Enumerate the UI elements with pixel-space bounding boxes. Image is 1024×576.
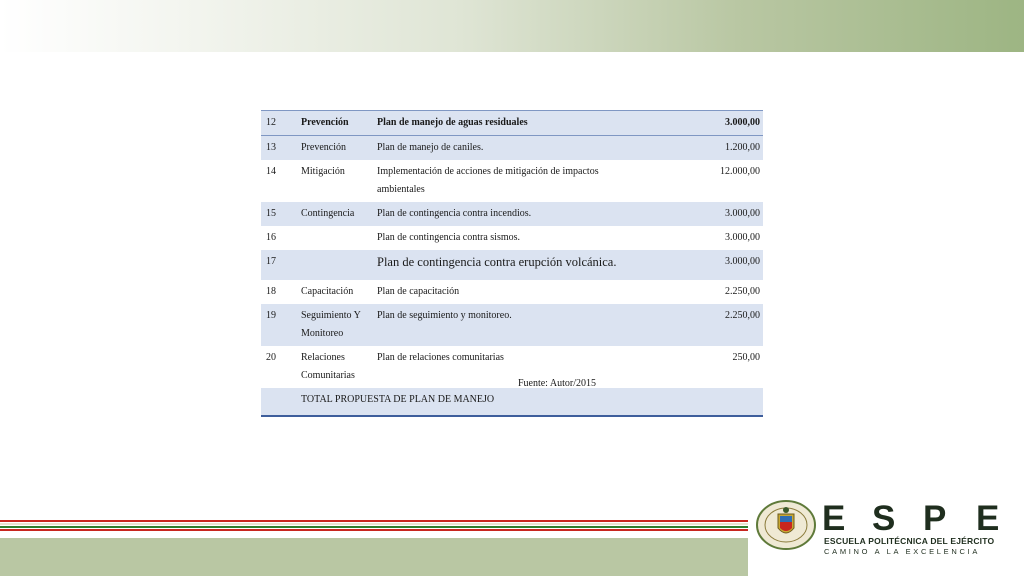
management-plan-table — [261, 110, 763, 417]
table-row — [261, 226, 763, 250]
row-phase-line: Comunitarias — [301, 370, 355, 381]
source-caption: Fuente: Autor/2015 — [517, 378, 597, 389]
row-cost: 2.250,00 — [725, 286, 760, 297]
row-number: 20 — [266, 352, 276, 363]
row-plan: Plan de relaciones comunitarias — [377, 352, 504, 363]
row-phase — [296, 304, 372, 346]
row-plan: Plan de seguimiento y monitoreo. — [372, 304, 662, 346]
cream-stripe — [0, 523, 748, 525]
row-number: 12 — [261, 111, 296, 136]
row-phase: Prevención — [296, 111, 372, 136]
row-number: 19 — [261, 304, 296, 346]
row-phase — [296, 226, 372, 250]
row-plan: Plan de capacitación — [377, 286, 460, 297]
row-phase-line: Relaciones — [301, 352, 345, 363]
row-number: 16 — [266, 232, 276, 243]
total-label: TOTAL PROPUESTA DE PLAN DE MANEJO — [296, 388, 662, 416]
row-plan — [372, 160, 662, 202]
row-phase: Contingencia — [296, 202, 372, 226]
table-row — [261, 111, 763, 136]
row-plan: Plan de contingencia contra incendios. — [372, 202, 662, 226]
logo-motto: CAMINO A LA EXCELENCIA — [824, 547, 981, 556]
table-row — [261, 160, 763, 202]
row-cost: 3.000,00 — [662, 250, 763, 280]
logo-letter: S — [872, 500, 896, 534]
row-plan: Plan de manejo de caniles. — [372, 136, 662, 161]
row-cost: 250,00 — [732, 352, 760, 363]
table-row — [261, 304, 763, 346]
red-stripe — [0, 529, 748, 531]
row-cost: 3.000,00 — [725, 232, 760, 243]
footer-green-bar — [0, 538, 748, 576]
row-number: 14 — [266, 166, 276, 177]
espe-seal-icon — [756, 500, 816, 550]
row-phase-line: Seguimiento Y — [301, 310, 361, 321]
row-number: 13 — [261, 136, 296, 161]
row-plan: Plan de contingencia contra sismos. — [377, 232, 521, 243]
table-row — [261, 280, 763, 304]
row-plan-line: Implementación de acciones de mitigación de impactos — [377, 166, 599, 177]
espe-logo-letters — [822, 500, 1002, 534]
logo-institution-name: ESCUELA POLITÉCNICA DEL EJÉRCITO — [824, 536, 995, 546]
green-stripe — [0, 526, 748, 528]
row-plan: Plan de manejo de aguas residuales — [372, 111, 662, 136]
table-row — [261, 136, 763, 161]
row-cost: 3.000,00 — [662, 111, 763, 136]
row-number: 17 — [261, 250, 296, 280]
header-gradient-band — [0, 0, 1024, 52]
table-row — [261, 202, 763, 226]
row-cost: 1.200,00 — [662, 136, 763, 161]
row-cost: 2.250,00 — [662, 304, 763, 346]
table-row — [261, 250, 763, 280]
row-phase: Mitigación — [301, 166, 345, 177]
logo-letter: P — [923, 500, 947, 534]
logo-letter: E — [822, 500, 846, 534]
table-total-row — [261, 388, 763, 416]
row-phase — [296, 250, 372, 280]
row-phase-line: Monitoreo — [301, 328, 344, 339]
row-plan: Plan de contingencia contra erupción volcánica. — [372, 250, 662, 280]
row-cost: 3.000,00 — [662, 202, 763, 226]
row-number: 18 — [266, 286, 276, 297]
row-phase: Prevención — [296, 136, 372, 161]
row-phase: Capacitación — [301, 286, 354, 297]
row-cost: 12.000,00 — [720, 166, 760, 177]
footer-stripes — [0, 520, 748, 532]
logo-letter: E — [976, 500, 1000, 534]
row-plan-line: ambientales — [377, 184, 425, 195]
red-stripe — [0, 520, 748, 522]
row-number: 15 — [261, 202, 296, 226]
